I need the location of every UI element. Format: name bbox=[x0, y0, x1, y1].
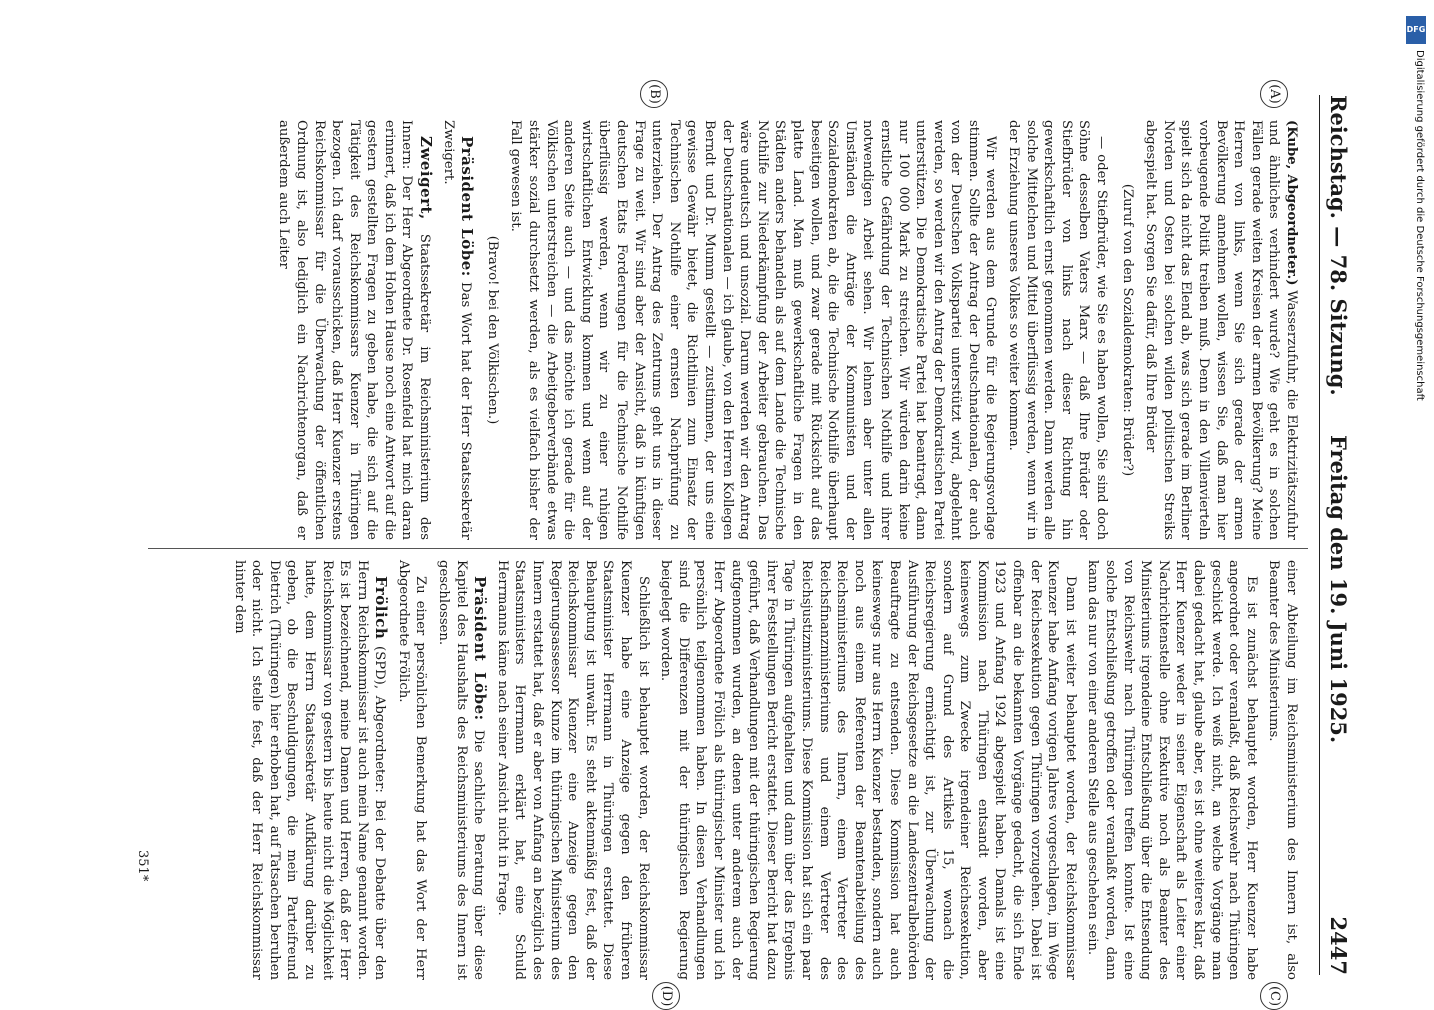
interjection: (Zuruf von den Sozialdemokraten: Brüder?) bbox=[1119, 183, 1135, 477]
paragraph bbox=[435, 560, 489, 980]
paragraph bbox=[439, 120, 475, 540]
speaker-continuation: (Kube, Abgeordneter.) bbox=[1284, 120, 1299, 286]
paragraph: Zu einer persönlichen Bemerkung hat das Wort der Herr Abgeordnete Frölich. bbox=[395, 560, 429, 980]
applause-note: (Bravo! bei den Völkischen.) bbox=[484, 235, 500, 425]
paragraph: Schließlich ist behauptet worden, der Reichskommissar Kuenzer habe eine Anzeige gegen den früheren Staatsminister Herrmann in Thüringen erstattet. Diese Behauptung ist unwahr. Es steht aktenmäßig fest, daß der Reichskommissar Kuenzer eine Anzeige gegen den Regierungsassessor Kunze im thüringischen Ministerium des Innern erstattet hat, daß er aber von Anfang an bezüglich des Staatsministers Herrmann erklärt hat, eine Schuld Herrmanns käme nach seiner Ansicht nicht in Frage. bbox=[494, 560, 651, 980]
credit-text: Digitalisierung gefördert durch die Deutsche Forschungsgemeinschaft bbox=[1414, 50, 1425, 401]
paragraph: Es ist zunächst behauptet worden, Herr Kuenzer habe angeordnet oder veranlaßt, daß Reichswehr nach Thüringen geschickt werde. Ich weiß nicht, an welche Vorgänge man dabei gedacht hat, glaube aber, es ist ohne weiteres klar, daß Herr Kuenzer weder in seiner Eigenschaft als Leiter einer Nachrichtenstelle ohne Exekutive noch als Beamter des Ministeriums irgendeine Entschließung über die Entsendung von Reichswehr nach Thüringen treffen konnte. Ist eine solche Entschließung getroffen oder veranlaßt worden, dann kann das nur von einer anderen Stelle aus geschehen sein. bbox=[1085, 560, 1259, 980]
speaker-name: Präsident Löbe: bbox=[458, 136, 477, 277]
paragraph-text: Wasserzufuhr, die Elektrizitätszufuhr und ähnliches verhindert wurde? Wie geht es in solchen Fällen gerade weiten Kreisen der armen Bevölkerung? Meine Herren von links, wenn Sie sich gerade der armen Bevölkerung annehmen wollen, wissen Sie, daß man hier vorbeugende Politik treiben muß. Denn in den Villenvierteln spielt sich da nicht das Elend ab, was sich gerade im Berliner Norden und Osten bei solchen wilden politischen Streiks abgespielt hat. Sorgen Sie dafür, daß Ihre Brüder bbox=[1143, 120, 1299, 540]
header-page-number: 2447 bbox=[1326, 916, 1351, 975]
column-divider bbox=[148, 548, 1308, 549]
header-date: Freitag den 19. Juni 1925. bbox=[1326, 435, 1351, 744]
digitization-credit bbox=[1403, 10, 1431, 990]
signature-mark: 351* bbox=[135, 850, 150, 882]
paragraph: — oder Stiefbrüder, wie Sie es haben wollen, Sie sind doch Söhne desselben Vaters Marx — daß Ihre Brüder oder Stiefbrüder von links nach dieser Richtung hin gewerkschaftlich ernst genommen werden. Dann werden alle solche Mittelchen und Mittel überflüssig werden, wenn wir in der Erziehung unseres Volkes so weiter kommen. bbox=[1006, 120, 1110, 540]
margin-mark-a: (A) bbox=[1260, 80, 1288, 108]
margin-mark-d: (D) bbox=[652, 982, 680, 1010]
paragraph bbox=[230, 560, 389, 980]
left-column bbox=[270, 120, 1300, 540]
speaker-text: Staatssekretär im Reichsministerium des Innern: Der Herr Abgeordnete Dr. Rosenfeld hat mich daran erinnert, daß ich dem Hohen Hause noch eine Antwort auf die gestern gestellten Fragen zu geben habe, die sich auf die Tätigkeit des Reichskommissars Kuenzer in Thüringen bezogen. Ich darf vorausschicken, daß Herr Kuenzer erstens Reichskommissar für die Überwachung der öffentlichen Ordnung ist, also lediglich ein Nachrichtenorgan, daß er außerdem auch Leiter bbox=[276, 120, 433, 540]
speaker-name: Präsident Löbe: bbox=[471, 576, 490, 721]
margin-mark-b: (B) bbox=[640, 80, 668, 108]
paragraph: Dann ist weiter behauptet worden, der Reichskommissar Kuenzer habe Anfang vorigen Jahres vorgeschlagen, im Wege der Reichsexekution gegen Thüringen vorzugehen. Dabei ist offenbar an die bekannten Vorgänge gedacht, die sich Ende 1923 und Anfang 1924 abgespielt haben. Damals ist eine Kommission nach Thüringen entsandt worden, aber keineswegs zum Zwecke irgendeiner Reichsexekution, sondern auf Grund des Artikels 15, wonach die Reichsregierung ermächtigt ist, zur Überwachung der Ausführung der Reichsgesetze an die Landeszentralbehörden Beauftragte zu entsenden. Diese Kommission hat auch keineswegs nur aus Herrn Kuenzer bestanden, sondern auch noch aus einem Referenten der Beamtenabteilung des Reichsministeriums des Innern, einem Vertreter des Reichsfinanzministeriums und einem Vertreter des Reichsjustizministeriums. Diese Kommission hat sich ein paar Tage in Thüringen aufgehalten und dann über das Ergebnis ihrer Feststellungen Bericht erstattet. Dieser Bericht hat dazu geführt, daß Verhandlungen mit der thüringischen Regierung aufgenommen wurden, an denen unter anderem auch der Herr Abgeordnete Frölich als thüringischer Minister und ich persönlich teilgenommen haben. In diesen Verhandlungen sind die Differenzen mit der thüringischen Regierung beigelegt worden. bbox=[658, 560, 1078, 980]
margin-mark-c: (C) bbox=[1260, 982, 1288, 1010]
page-header bbox=[1319, 95, 1360, 975]
dfg-logo: DFG bbox=[1406, 16, 1426, 44]
speaker-text: (SPD), Abgeordneter: Bei der Debatte über den Herrn Reichskommissar ist auch mein Name genannt worden. Es ist bezeichnend, meine Damen und Herren, daß der Herr Reichskommissar von gestern bis heute nicht die Möglichkeit hatte, dem Herrn Staatssekretär Aufklärung darüber zu geben, ob die Beschuldigungen, die mein Parteifreund Dietrich (Thüringen) hier erhoben hat, auf Tatsachen beruhen oder nicht. Ich stelle fest, daß der Herr Reichskommissar hinter dem bbox=[231, 560, 388, 980]
speaker-name: Zweigert, bbox=[417, 136, 436, 220]
paragraph bbox=[275, 120, 434, 540]
speaker-text: Das Wort hat der Herr Staatssekretär Zweigert. bbox=[440, 120, 474, 540]
header-session: Reichstag. — 78. Sitzung. bbox=[1326, 95, 1351, 396]
paragraph: einer Abteilung im Reichsministerium des Innern ist, also Beamter des Ministeriums. bbox=[1266, 560, 1299, 980]
speaker-text: Die sachliche Beratung über diese Kapitel des Haushalts des Reichsministeriums des Innern ist geschlossen. bbox=[436, 560, 487, 980]
right-column bbox=[225, 560, 1300, 980]
paragraph bbox=[1142, 120, 1300, 540]
paragraph: Wir werden aus dem Grunde für die Regierungsvorlage stimmen. Sollte der Antrag der Deutschnationalen, der auch von der Deutschen Volkspartei unterstützt wird, abgelehnt werden, so werden wir den Antrag der Demokratischen Partei unterstützen. Die Demokratische Partei hat beantragt, dann nur 100 000 Mark zu streichen. Wir würden darin keine ernstliche Gefährdung der Technischen Nothilfe und ihrer notwendigen Arbeit sehen. Wir lehnen aber unter allen Umständen die Anträge der Kommunisten und der Sozialdemokraten ab, die die Technische Nothilfe überhaupt beseitigen wollen, und zwar gerade mit Rücksicht auf das platte Land. Man muß gewerkschaftliche Fragen in den Städten anders behandeln als auf dem Lande die Technische Nothilfe zur Niederkämpfung der Arbeiter gebrauchen. Das wäre undeutsch und unsozial. Darum werden wir den Antrag der Deutschnationalen — ich glaube, von den Herren Kollegen Berndt und Dr. Mumm gestellt — zustimmen, der uns eine gewisse Gewähr bietet, die Richtlinien zum Einsatz der Technischen Nothilfe einer ernsten Nachprüfung zu unterziehen. Der Antrag des Zentrums geht uns in dieser Frage zu weit. Wir sind aber der Ansicht, daß in künftigen deutschen Etats Forderungen für die Technische Nothilfe überflüssig werden, wenn wir zu einer ruhigen wirtschaftlichen Entwicklung kommen und wenn auf der anderen Seite auch — und das möchte ich gerade für die Völkischen unterstreichen — die Arbeitgeberverbände etwas stärker sozial durchsetzt werden, als es vielfach bisher der Fall gewesen ist. bbox=[508, 120, 999, 540]
speaker-name: Frölich bbox=[372, 576, 391, 640]
